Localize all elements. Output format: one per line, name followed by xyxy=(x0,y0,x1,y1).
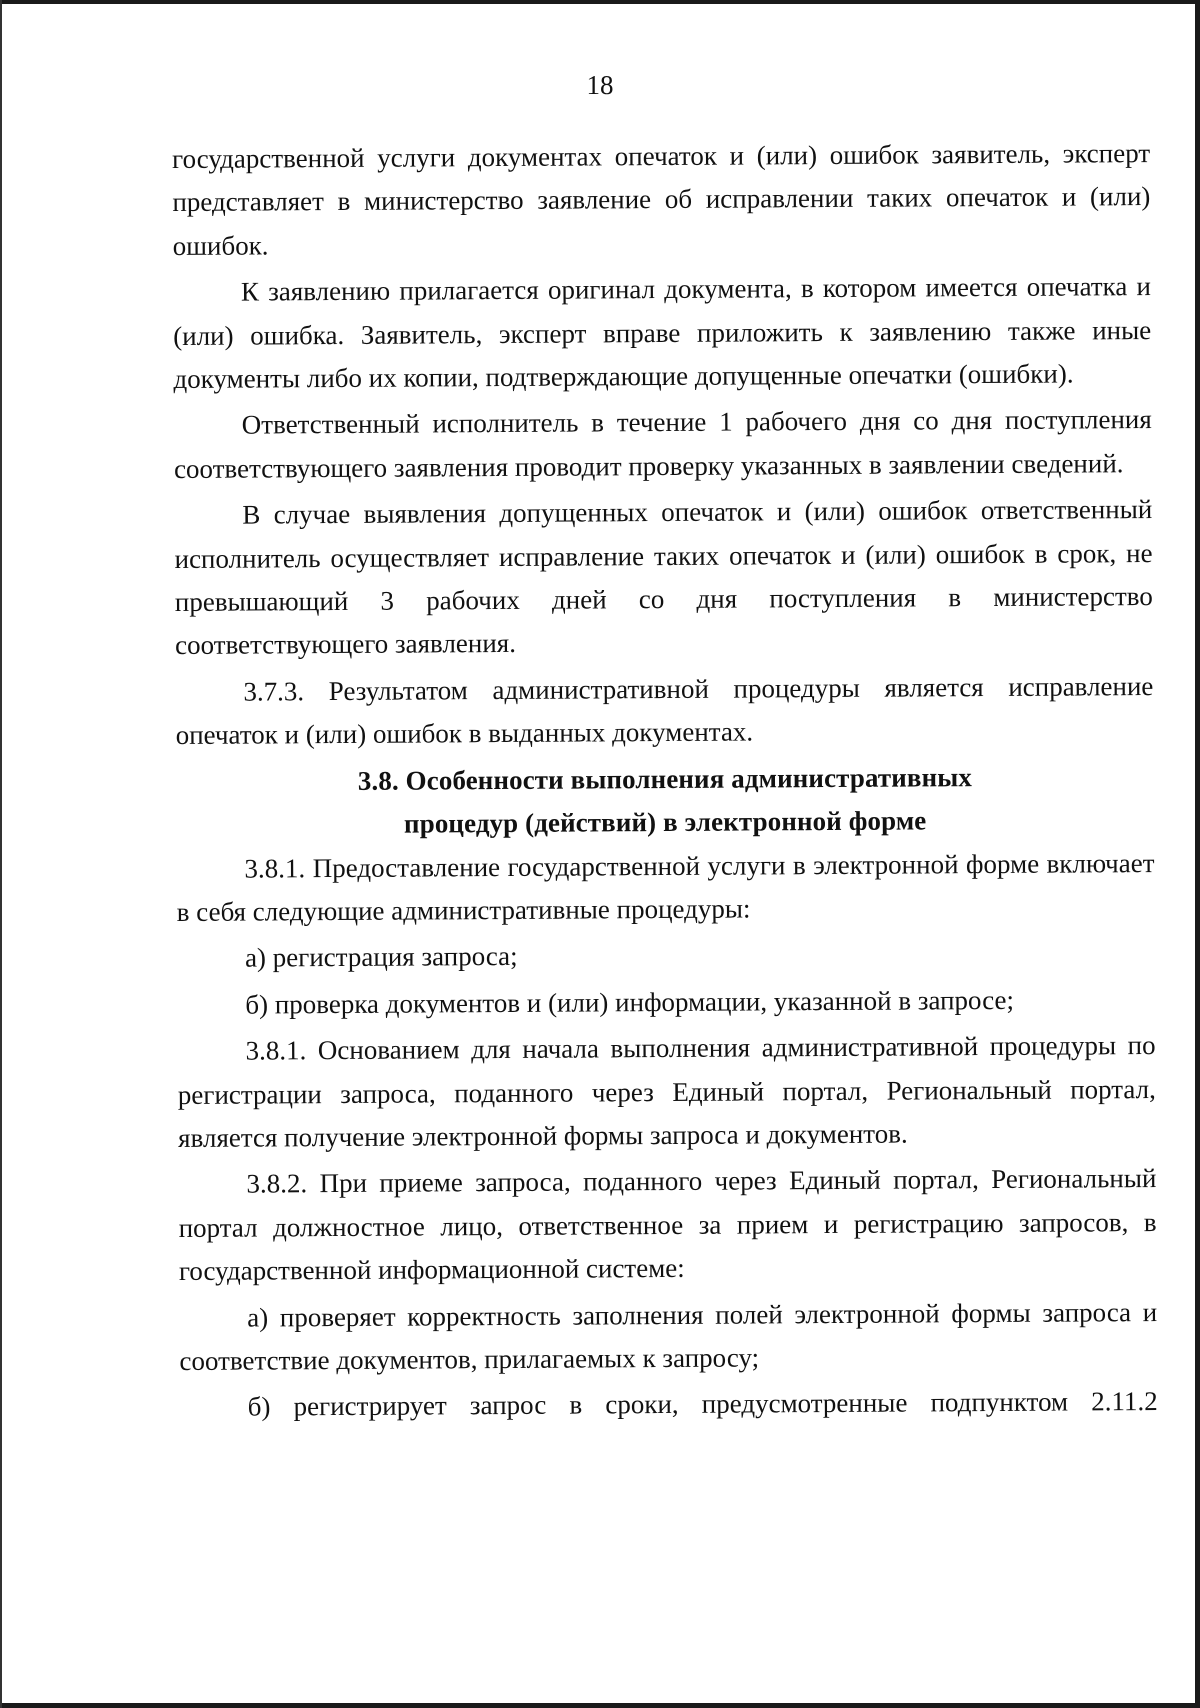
page-number: 18 xyxy=(586,70,614,100)
paragraph-reception: 3.8.2. При приеме запроса, поданного через Единый портал, Региональный портал должностное лицо, ответственное за прием и регистрацию запросов, в государственной информационной системе: xyxy=(178,1163,1157,1287)
paragraph-result: 3.7.3. Результатом административной процедуры является исправление опечаток и (или) ошибок в выданных документах. xyxy=(175,670,1154,751)
paragraph-electronic-procedures: 3.8.1. Предоставление государственной услуги в электронной форме включает в себя следующие административные процедуры: xyxy=(176,847,1155,927)
page-frame-right xyxy=(1195,0,1200,1708)
paragraph-correction: В случае выявления допущенных опечаток и (или) ошибок ответственный исполнитель осуществляет исправление таких опечаток и (или) ошибок в срок, не превышающий 3 рабочих дней со дня поступления в министерство соответствующего заявления. xyxy=(174,494,1153,661)
list-item-registration: а) регистрация запроса; xyxy=(244,941,518,973)
list-item-checks-correctness: а) проверяет корректность заполнения полей электронной формы запроса и соответствие документов, прилагаемых к запросу; xyxy=(179,1296,1158,1376)
document-body xyxy=(172,132,1158,1433)
page-frame-left xyxy=(0,0,2,1708)
paragraph-basis: 3.8.1. Основанием для начала выполнения административной процедуры по регистрации запроса, поданного через Единый портал, Региональный портал, является получение электронной формы запроса и документов. xyxy=(177,1030,1156,1153)
page-frame-bottom xyxy=(0,1703,1200,1708)
paragraph-attachment: К заявлению прилагается оригинал документа, в котором имеется опечатка и (или) ошибка. Заявитель, эксперт вправе приложить к заявлению также иные документы либо их копии, подтверждающие допущенные опечатки (ошибки). xyxy=(173,271,1152,395)
list-item-registers-request: б) регистрирует запрос в сроки, предусмотренные подпунктом 2.11.2 xyxy=(247,1386,1158,1422)
section-heading-line-1: 3.8. Особенности выполнения административных xyxy=(357,761,973,796)
page-frame-top xyxy=(0,0,1200,4)
paragraph-verification: Ответственный исполнитель в течение 1 рабочего дня со дня поступления соответствующего заявления проводит проверку указанных в заявлении сведений. xyxy=(173,404,1152,484)
section-heading-line-2: процедур (действий) в электронной форме xyxy=(403,805,927,839)
paragraph-continuation: государственной услуги документах опечаток и (или) ошибок заявитель, эксперт представляет в министерство заявление об исправлении таких опечаток и (или) ошибок. xyxy=(172,138,1151,261)
list-item-check: б) проверка документов и (или) информации, указанной в запросе; xyxy=(245,984,1015,1020)
